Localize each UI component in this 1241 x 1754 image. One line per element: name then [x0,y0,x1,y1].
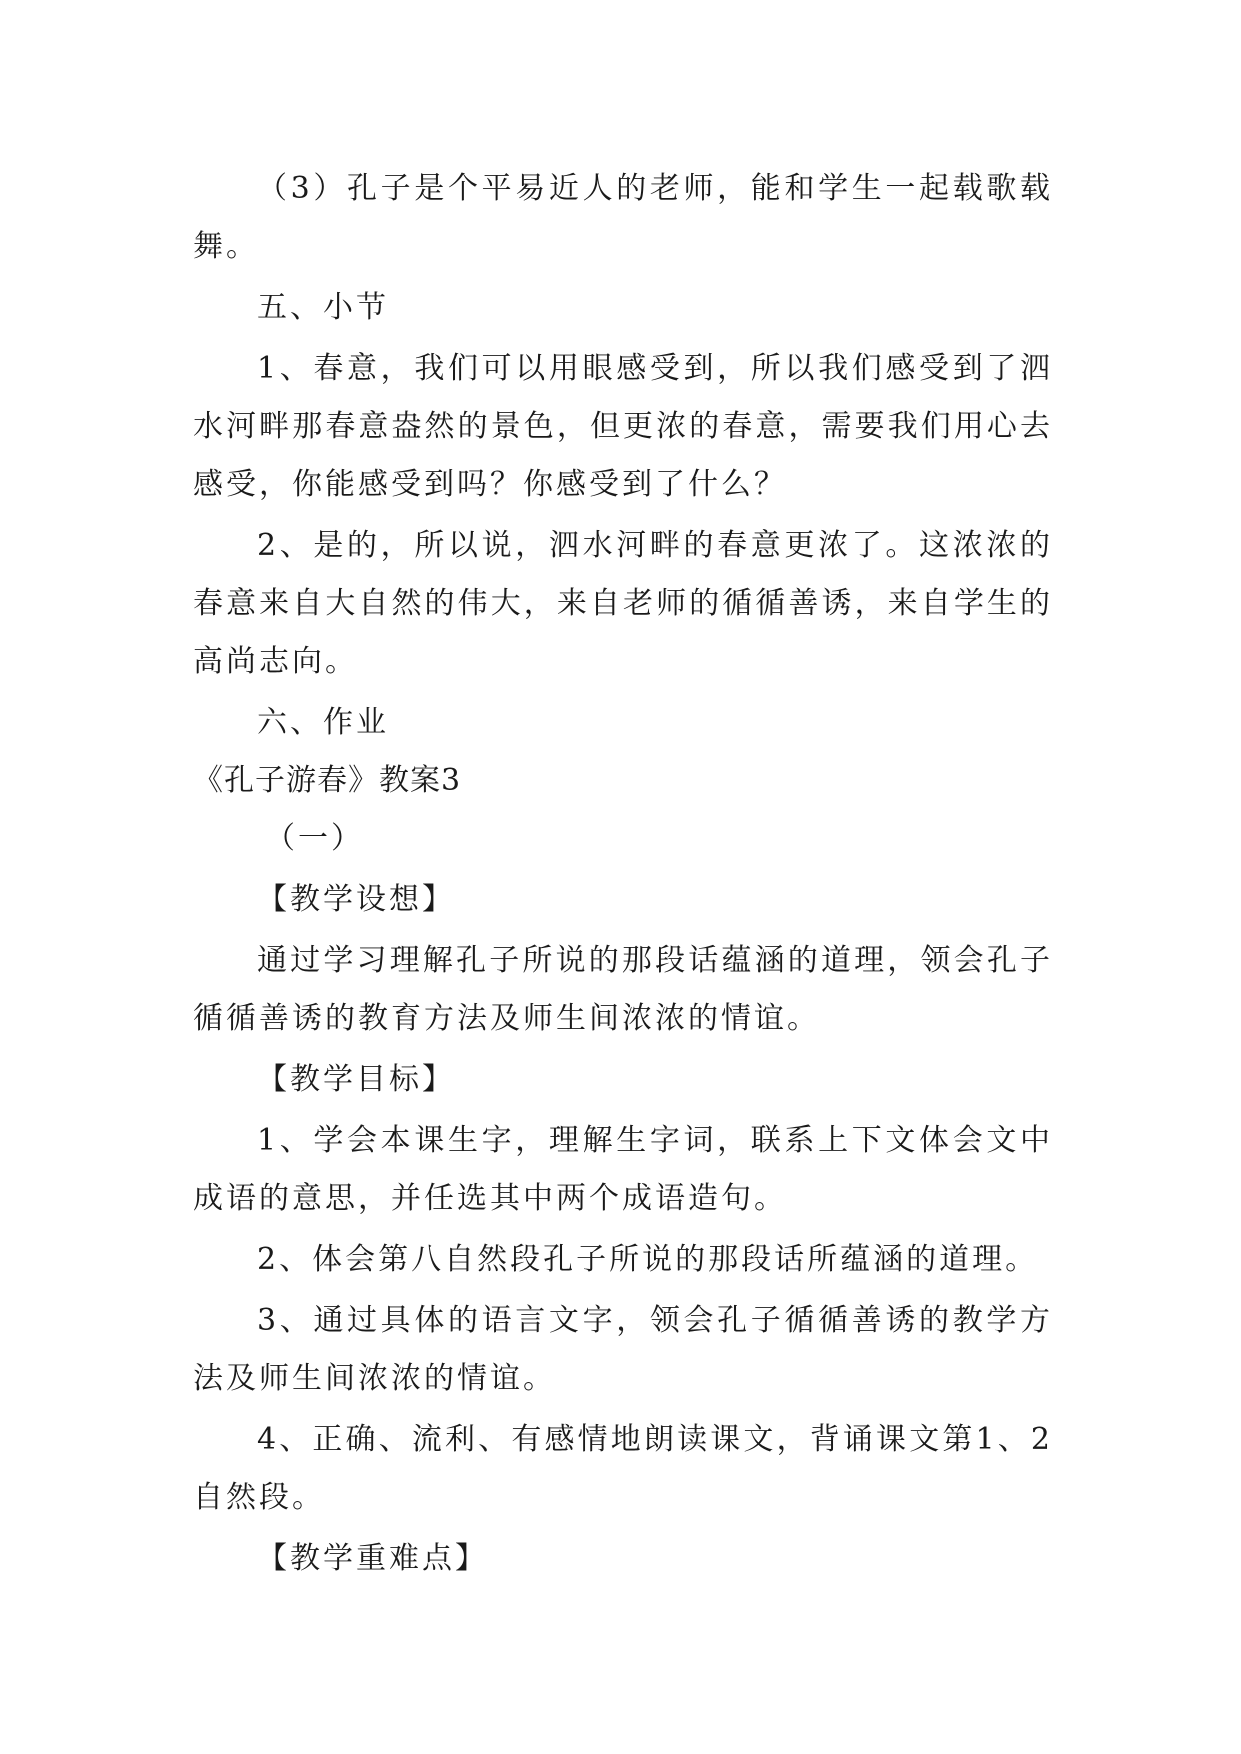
goal-item-1: 1、学会本课生字，理解生字词，联系上下文体会文中成语的意思，并任选其中两个成语造句。 [193,1123,1053,1216]
heading-teaching-concept: 【教学设想】 [257,882,455,917]
document-title: 《孔子游春》教案3 [193,763,462,798]
paragraph-summary-1: 1、春意，我们可以用眼感受到，所以我们感受到了泗水河畔那春意盎然的景色，但更浓的春意，需要我们用心去感受，你能感受到吗？你感受到了什么？ [193,351,1053,502]
section-heading-homework: 六、作业 [257,705,389,740]
goal-item-4: 4、正确、流利、有感情地朗读课文，背诵课文第1、2自然段。 [193,1422,1053,1515]
section-number: （一） [265,821,364,856]
goal-item-2: 2、体会第八自然段孔子所说的那段话所蕴涵的道理。 [257,1242,1039,1277]
section-heading-summary: 五、小节 [257,290,389,325]
paragraph-confucius-teacher: （3）孔子是个平易近人的老师，能和学生一起载歌载舞。 [193,171,1053,264]
paragraph-summary-2: 2、是的，所以说，泗水河畔的春意更浓了。这浓浓的春意来自大自然的伟大，来自老师的循循善诱，来自学生的高尚志向。 [193,528,1053,679]
document-page [193,160,1053,1588]
heading-teaching-goals: 【教学目标】 [257,1062,455,1097]
goal-item-3: 3、通过具体的语言文字，领会孔子循循善诱的教学方法及师生间浓浓的情谊。 [193,1303,1053,1396]
paragraph-teaching-concept: 通过学习理解孔子所说的那段话蕴涵的道理，领会孔子循循善诱的教育方法及师生间浓浓的情谊。 [193,943,1053,1036]
heading-key-difficulties: 【教学重难点】 [257,1541,488,1576]
